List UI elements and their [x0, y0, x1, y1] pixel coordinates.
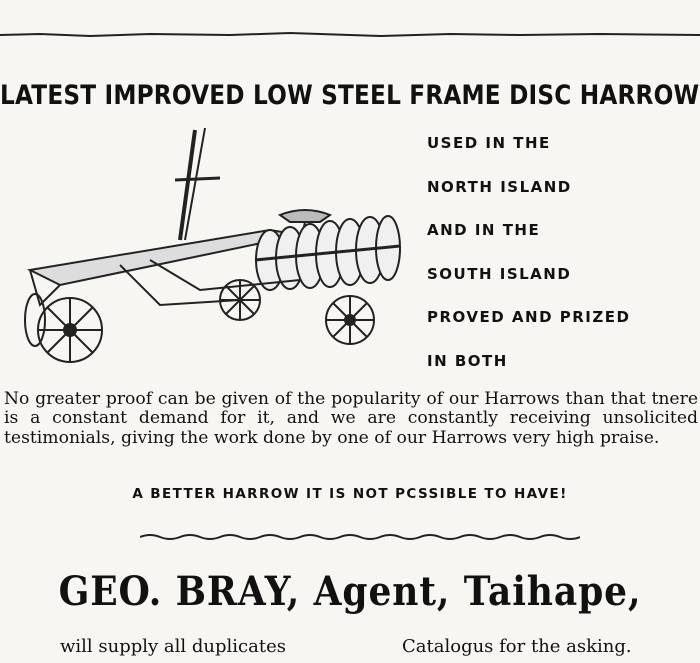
feature-list	[427, 122, 697, 383]
footer-catalogue: Catalogus for the asking.	[402, 636, 632, 657]
feature-line: USED IN THE	[427, 134, 551, 152]
top-divider-rule	[0, 28, 700, 42]
disc-harrow-illustration-icon	[0, 110, 410, 380]
footer-duplicates: will supply all duplicates	[60, 636, 286, 657]
feature-line: NORTH ISLAND	[427, 177, 572, 196]
agent-name: GEO. BRAY, Agent, Taihape,	[58, 568, 642, 615]
tagline: A BETTER HARROW IT IS NOT PCSSIBLE TO HAVE!	[132, 486, 568, 502]
body-paragraph: No greater proof can be given of the popularity of our Harrows than that tnere is a constant demand for it, and we are constantly receiving unsolicited testimonials, giving the work done by one of our Harrows very high praise.	[4, 389, 698, 448]
feature-line: SOUTH ISLAND	[427, 264, 572, 283]
middle-divider-rule	[140, 530, 580, 544]
feature-line: AND IN THE	[427, 221, 541, 239]
feature-line: PROVED AND PRIZED	[427, 308, 631, 326]
feature-line: IN BOTH	[427, 351, 508, 370]
headline: LATEST IMPROVED LOW STEEL FRAME DISC HARROW	[0, 80, 700, 111]
